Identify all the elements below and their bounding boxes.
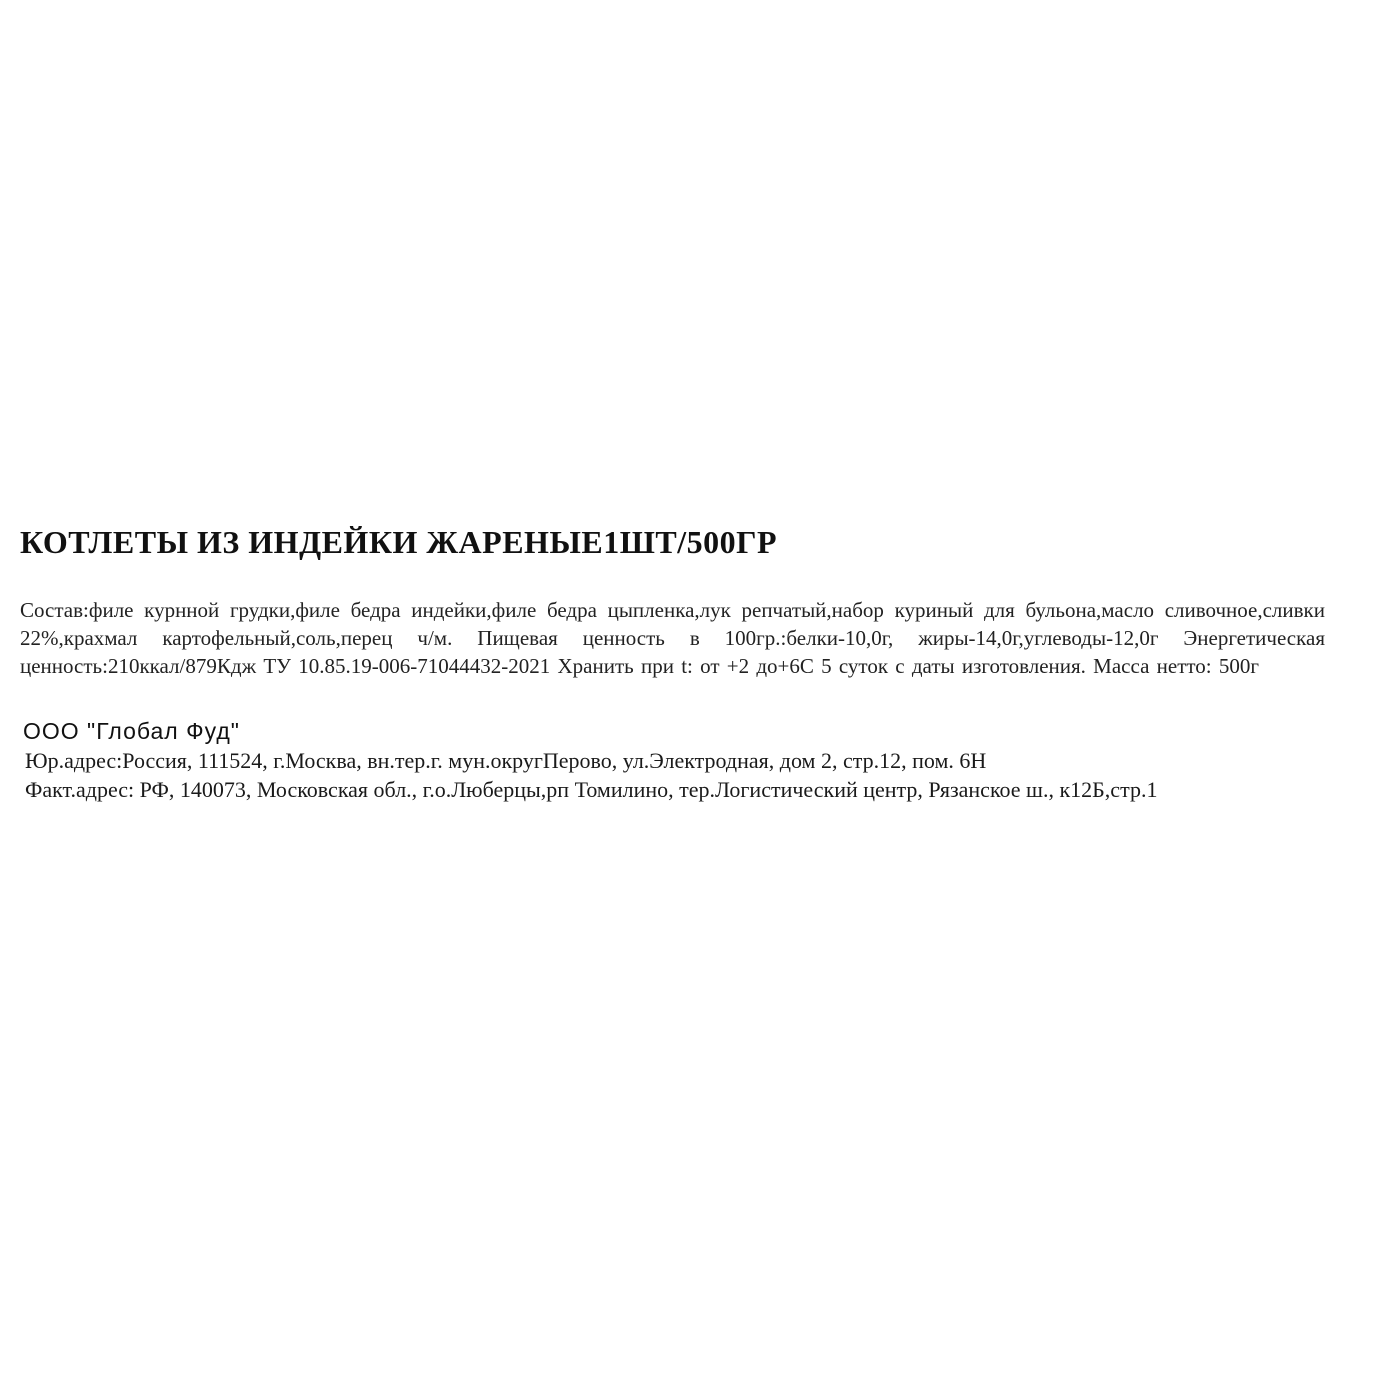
company-name: ООО "Глобал Фуд"	[23, 718, 240, 744]
actual-address: Факт.адрес: РФ, 140073, Московская обл., г.о.Люберцы,рп Томилино, тер.Логистический центр, Рязанское ш., к12Б,стр.1	[25, 777, 1158, 802]
product-label	[20, 522, 1350, 804]
legal-address: Юр.адрес:Россия, 111524, г.Москва, вн.тер.г. мун.округПерово, ул.Электродная, дом 2, стр.12, пом. 6Н	[25, 748, 987, 773]
product-title: КОТЛЕТЫ ИЗ ИНДЕЙКИ ЖАРЕНЫЕ1ШТ/500ГР	[20, 524, 777, 560]
composition-text: Состав:филе курнной грудки,филе бедра индейки,филе бедра цыпленка,лук репчатый,набор куриный для бульона,масло сливочное,сливки 22%,крахмал картофельный,соль,перец ч/м. Пищевая ценность в 100гр.:белки-10,0г, жиры-14,0г,углеводы-12,0г Энергетическая ценность:210ккал/879Кдж ТУ 10.85.19-006-71044432-2021 Хранить при t: от +2 до+6С 5 суток с даты изготовления. Масса нетто: 500г	[20, 598, 1325, 678]
manufacturer-block	[20, 716, 1350, 804]
